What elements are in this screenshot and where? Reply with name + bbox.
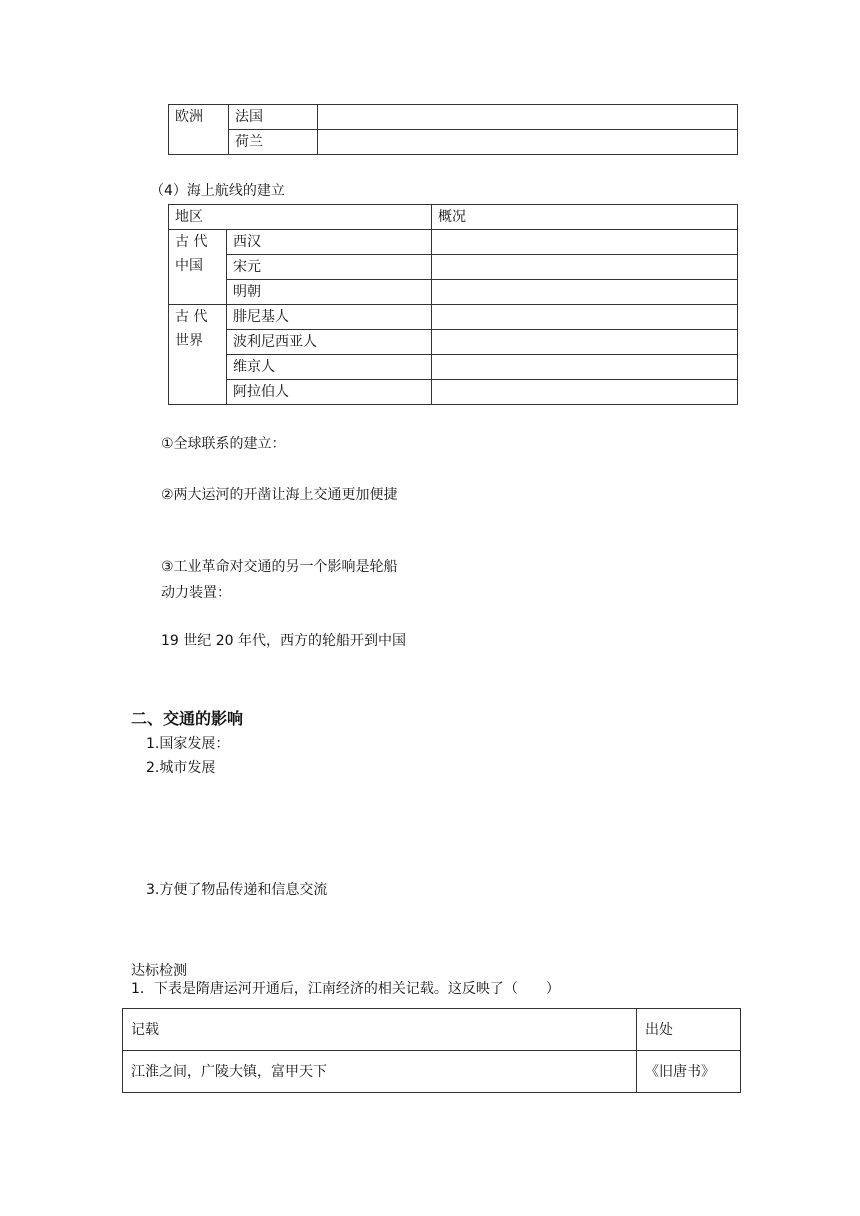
test-title: 达标检测: [131, 963, 187, 979]
overview-cell: [432, 255, 738, 280]
europe-table: [168, 104, 738, 155]
header-overview: 概况: [432, 205, 738, 230]
header-record: 记载: [123, 1009, 637, 1051]
group-label-world: [169, 305, 227, 405]
overview-cell: [432, 330, 738, 355]
item-cell: 维京人: [227, 355, 432, 380]
section-4-title: （4）海上航线的建立: [150, 183, 285, 199]
item-cell: 波利尼西亚人: [227, 330, 432, 355]
item-cell: 西汉: [227, 230, 432, 255]
record-cell: 江淮之间，广陵大镇，富甲天下: [123, 1051, 637, 1093]
note-steamships: 19 世纪 20 年代，西方的轮船开到中国: [161, 633, 406, 649]
country-cell: 荷兰: [229, 130, 318, 155]
group-label-line: 古 代: [175, 234, 208, 250]
list-item: 1.国家发展：: [146, 736, 230, 752]
group-label-line: 中国: [175, 258, 203, 274]
sea-routes-table: [168, 204, 738, 405]
list-item: 3.方便了物品传递和信息交流: [146, 882, 328, 898]
overview-cell: [432, 380, 738, 405]
detail-cell: [318, 130, 738, 155]
group-label-china: [169, 230, 227, 305]
source-cell: 《旧唐书》: [637, 1051, 741, 1093]
overview-cell: [432, 280, 738, 305]
item-cell: 宋元: [227, 255, 432, 280]
item-cell: 腓尼基人: [227, 305, 432, 330]
records-table: [122, 1008, 741, 1093]
test-question: 1．下表是隋唐运河开通后，江南经济的相关记载。这反映了（ ）: [131, 981, 560, 997]
detail-cell: [318, 105, 738, 130]
group-label-line: 古 代: [175, 309, 208, 325]
list-item: 2.城市发展: [146, 760, 216, 776]
item-cell: 阿拉伯人: [227, 380, 432, 405]
note-industrial-b: 动力装置：: [161, 585, 231, 601]
section-2-title: 二、交通的影响: [131, 709, 244, 728]
region-cell: 欧洲: [169, 105, 229, 155]
overview-cell: [432, 305, 738, 330]
item-cell: 明朝: [227, 280, 432, 305]
header-source: 出处: [637, 1009, 741, 1051]
header-region: 地区: [169, 205, 432, 230]
group-label-line: 世界: [175, 333, 203, 349]
country-cell: 法国: [229, 105, 318, 130]
note-global-links: ①全球联系的建立：: [161, 436, 286, 452]
note-canals: ②两大运河的开凿让海上交通更加便捷: [161, 487, 398, 503]
note-industrial-a: ③工业革命对交通的另一个影响是轮船: [161, 559, 398, 575]
overview-cell: [432, 230, 738, 255]
overview-cell: [432, 355, 738, 380]
